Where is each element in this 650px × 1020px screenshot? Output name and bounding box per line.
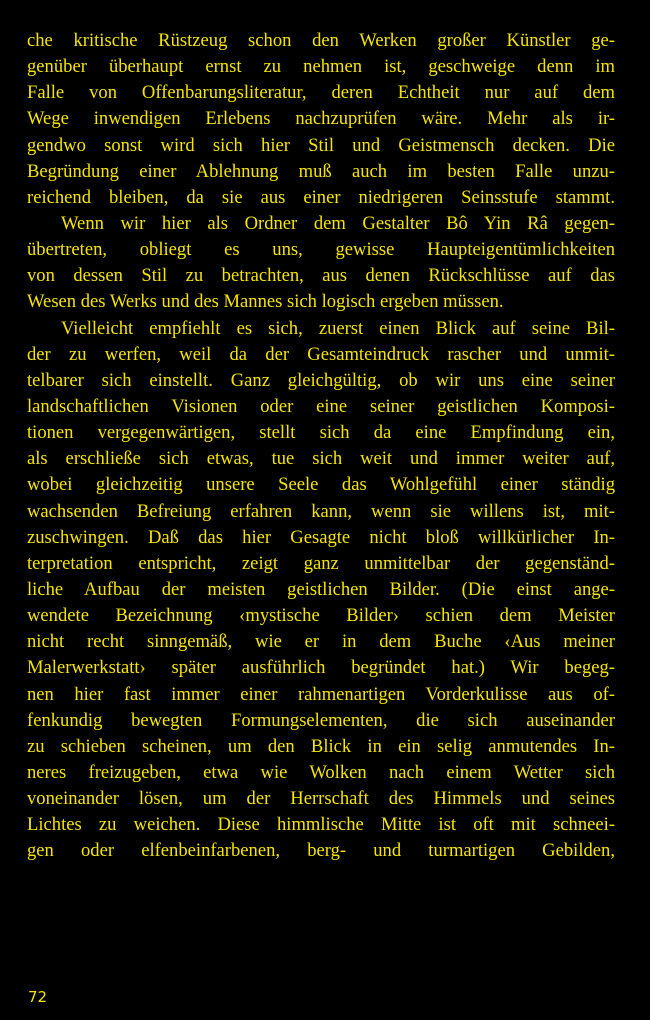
- text-line: genüber überhaupt ernst zu nehmen ist, geschweige denn im: [27, 56, 615, 78]
- text-line: Wesen des Werks und des Mannes sich logisch ergeben müssen.: [27, 291, 504, 313]
- text-line: wendete Bezeichnung ‹mystische Bilder› schien dem Meister: [27, 605, 615, 627]
- text-line: als erschließe sich etwas, tue sich weit und immer weiter auf,: [27, 448, 615, 470]
- text-line: wachsenden Befreiung erfahren kann, wenn sie willens ist, mit-: [27, 500, 615, 522]
- paragraph: [27, 28, 615, 211]
- text-line: von dessen Stil zu betrachten, aus denen Rückschlüsse auf das: [27, 265, 615, 287]
- text-line: neres freizugeben, etwa wie Wolken nach einem Wetter sich: [27, 761, 615, 783]
- text-line: nicht recht sinngemäß, wie er in dem Buche ‹Aus meiner: [27, 631, 615, 653]
- page-number: 72: [28, 988, 48, 1006]
- text-block: [27, 28, 615, 865]
- text-line: nen hier fast immer einer rahmenartigen Vorderkulisse aus of-: [27, 683, 615, 705]
- text-line: zuschwingen. Daß das hier Gesagte nicht bloß willkürlicher In-: [27, 526, 615, 548]
- text-line: der zu werfen, weil da der Gesamteindruck rascher und unmit-: [27, 343, 615, 365]
- text-line: gen oder elfenbeinfarbenen, berg- und turmartigen Gebilden,: [27, 840, 615, 862]
- text-line: tionen vergegenwärtigen, stellt sich da eine Empfindung ein,: [27, 422, 615, 444]
- paragraph: [27, 316, 615, 865]
- text-line: liche Aufbau der meisten geistlichen Bilder. (Die einst ange-: [27, 578, 615, 600]
- text-line: Wenn wir hier als Ordner dem Gestalter Bô Yin Râ gegen-: [61, 212, 615, 234]
- text-line: Falle von Offenbarungsliteratur, deren Echtheit nur auf dem: [27, 82, 615, 104]
- text-line: Begründung einer Ablehnung muß auch im besten Falle unzu-: [27, 160, 615, 182]
- text-line: zu schieben scheinen, um den Blick in ein selig anmutendes In-: [27, 735, 615, 757]
- paragraph: [27, 211, 615, 316]
- text-line: fenkundig bewegten Formungselementen, die sich auseinander: [27, 709, 615, 731]
- text-line: Vielleicht empfiehlt es sich, zuerst einen Blick auf seine Bil-: [61, 317, 615, 339]
- text-line: landschaftlichen Visionen oder eine seiner geistlichen Komposi-: [27, 395, 615, 417]
- text-line: Malerwerkstatt› später ausführlich begründet hat.) Wir begeg-: [27, 657, 615, 679]
- text-line: gendwo sonst wird sich hier Stil und Geistmensch decken. Die: [27, 134, 615, 156]
- text-line: telbarer sich einstellt. Ganz gleichgültig, ob wir uns eine seiner: [27, 369, 615, 391]
- text-line: übertreten, obliegt es uns, gewisse Haupteigentümlichkeiten: [27, 239, 615, 261]
- text-line: wobei gleichzeitig unsere Seele das Wohlgefühl einer ständig: [27, 474, 615, 496]
- text-line: che kritische Rüstzeug schon den Werken großer Künstler ge-: [27, 30, 615, 51]
- text-line: Lichtes zu weichen. Diese himmlische Mitte ist oft mit schneei-: [27, 814, 615, 836]
- text-line: Wege inwendigen Erlebens nachzuprüfen wäre. Mehr als ir-: [27, 108, 615, 130]
- text-line: reichend bleiben, da sie aus einer niedrigeren Seinsstufe stammt.: [27, 186, 615, 208]
- text-line: terpretation entspricht, zeigt ganz unmittelbar der gegenständ-: [27, 552, 615, 574]
- text-line: voneinander lösen, um der Herrschaft des Himmels und seines: [27, 788, 615, 810]
